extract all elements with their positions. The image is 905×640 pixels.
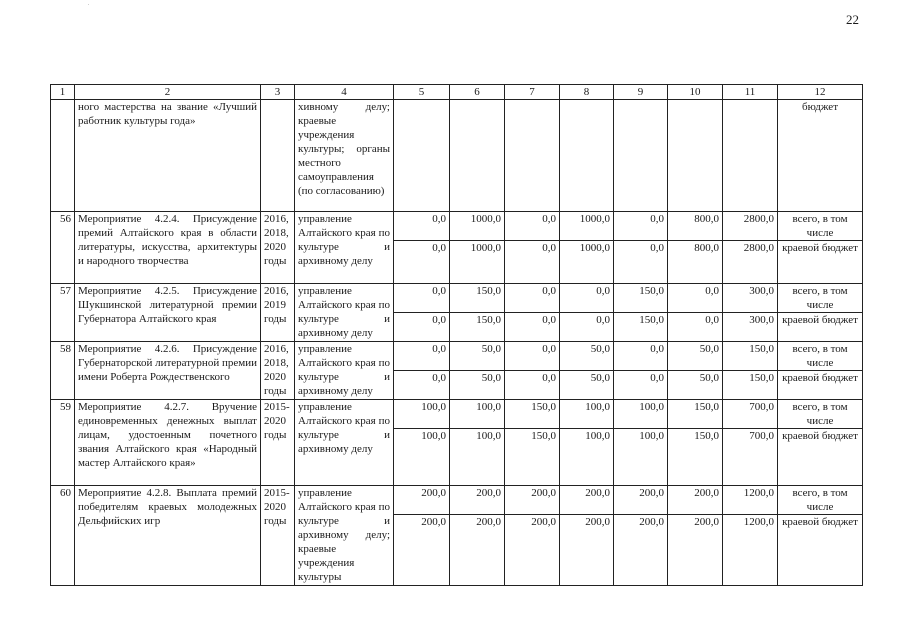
measure-name: Мероприятие 4.2.8. Выплата премий победителям краевых молодежных Дельфийских игр	[75, 486, 261, 586]
row-index: 56	[51, 212, 75, 284]
value-cell: 150,0	[450, 284, 505, 313]
funding-source: краевой бюджет	[778, 371, 863, 400]
measure-executor: управление Алтайского края по культуре и архивному делу	[295, 342, 394, 400]
value-cell: 200,0	[668, 486, 723, 515]
program-measures-table	[50, 84, 863, 586]
measure-executor: управление Алтайского края по культуре и архивному делу	[295, 212, 394, 284]
value-cell: 800,0	[668, 212, 723, 241]
value-cell: 150,0	[614, 284, 668, 313]
value-cell: 200,0	[450, 515, 505, 586]
page-number: 22	[846, 12, 859, 27]
funding-source: краевой бюджет	[778, 241, 863, 284]
funding-source: краевой бюджет	[778, 515, 863, 586]
row-index: 60	[51, 486, 75, 586]
column-header: 8	[560, 85, 614, 100]
table-row	[51, 284, 863, 313]
measure-name: Мероприятие 4.2.5. Присуждение Шукшинской литературной премии Губернатора Алтайского края	[75, 284, 261, 342]
value-cell: 150,0	[668, 400, 723, 429]
funding-source: всего, в том числе	[778, 284, 863, 313]
value-cell: 100,0	[394, 400, 450, 429]
measure-executor: управление Алтайского края по культуре и архивному делу	[295, 400, 394, 486]
value-cell: 0,0	[394, 284, 450, 313]
column-header: 11	[723, 85, 778, 100]
value-cell: 700,0	[723, 429, 778, 486]
column-header: 6	[450, 85, 505, 100]
value-cell: 1000,0	[560, 212, 614, 241]
measure-executor: хивному делу; краевые учреждения культуры; органы местного самоуправления (по согласованию)	[295, 100, 394, 212]
value-cell: 150,0	[505, 429, 560, 486]
column-header: 10	[668, 85, 723, 100]
value-cell	[614, 100, 668, 212]
column-header: 2	[75, 85, 261, 100]
value-cell: 1200,0	[723, 486, 778, 515]
value-cell: 50,0	[668, 342, 723, 371]
value-cell: 200,0	[614, 515, 668, 586]
table-row	[51, 342, 863, 371]
value-cell: 1200,0	[723, 515, 778, 586]
value-cell: 0,0	[505, 313, 560, 342]
measure-executor: управление Алтайского края по культуре и архивному делу	[295, 284, 394, 342]
funding-source: всего, в том числе	[778, 486, 863, 515]
measure-years: 2016, 2018, 2020 годы	[261, 212, 295, 284]
value-cell: 200,0	[560, 515, 614, 586]
measure-years: 2016, 2019 годы	[261, 284, 295, 342]
value-cell: 0,0	[394, 371, 450, 400]
value-cell: 100,0	[560, 429, 614, 486]
value-cell: 200,0	[505, 515, 560, 586]
value-cell: 0,0	[614, 241, 668, 284]
value-cell: 300,0	[723, 284, 778, 313]
value-cell: 700,0	[723, 400, 778, 429]
value-cell: 100,0	[394, 429, 450, 486]
value-cell: 0,0	[505, 342, 560, 371]
funding-source: всего, в том числе	[778, 212, 863, 241]
value-cell: 200,0	[614, 486, 668, 515]
value-cell: 200,0	[668, 515, 723, 586]
funding-source: всего, в том числе	[778, 400, 863, 429]
funding-source: бюджет	[778, 100, 863, 212]
value-cell: 0,0	[394, 313, 450, 342]
measure-years: 2015-2020 годы	[261, 486, 295, 586]
value-cell: 0,0	[560, 313, 614, 342]
value-cell: 0,0	[394, 241, 450, 284]
column-header: 5	[394, 85, 450, 100]
value-cell: 50,0	[560, 371, 614, 400]
value-cell: 1000,0	[560, 241, 614, 284]
value-cell: 2800,0	[723, 212, 778, 241]
value-cell	[394, 100, 450, 212]
value-cell: 100,0	[450, 429, 505, 486]
row-index: 58	[51, 342, 75, 400]
measure-name: ного мастерства на звание «Лучший работник культуры года»	[75, 100, 261, 212]
value-cell: 50,0	[450, 342, 505, 371]
column-header: 12	[778, 85, 863, 100]
value-cell: 200,0	[394, 515, 450, 586]
value-cell: 100,0	[614, 429, 668, 486]
value-cell: 150,0	[505, 400, 560, 429]
value-cell: 2800,0	[723, 241, 778, 284]
value-cell: 100,0	[450, 400, 505, 429]
value-cell: 0,0	[505, 241, 560, 284]
value-cell: 100,0	[560, 400, 614, 429]
measure-years: 2016, 2018, 2020 годы	[261, 342, 295, 400]
value-cell: 800,0	[668, 241, 723, 284]
value-cell: 0,0	[505, 371, 560, 400]
value-cell: 0,0	[505, 284, 560, 313]
value-cell	[668, 100, 723, 212]
value-cell: 150,0	[614, 313, 668, 342]
value-cell: 0,0	[614, 342, 668, 371]
value-cell: 200,0	[505, 486, 560, 515]
value-cell	[505, 100, 560, 212]
table-row	[51, 400, 863, 429]
value-cell: 1000,0	[450, 212, 505, 241]
value-cell: 0,0	[394, 342, 450, 371]
value-cell: 0,0	[394, 212, 450, 241]
value-cell	[723, 100, 778, 212]
row-index: 59	[51, 400, 75, 486]
value-cell: 50,0	[450, 371, 505, 400]
table-row	[51, 212, 863, 241]
row-index	[51, 100, 75, 212]
value-cell: 0,0	[505, 212, 560, 241]
value-cell: 50,0	[668, 371, 723, 400]
measure-name: Мероприятие 4.2.4. Присуждение премий Алтайского края в области литературы, искусства, архитектуры и народного творчества	[75, 212, 261, 284]
value-cell: 200,0	[394, 486, 450, 515]
column-number-row	[51, 85, 863, 100]
column-header: 4	[295, 85, 394, 100]
measure-executor: управление Алтайского края по культуре и архивному делу; краевые учреждения культуры	[295, 486, 394, 586]
value-cell: 200,0	[450, 486, 505, 515]
value-cell: 100,0	[614, 400, 668, 429]
value-cell: 150,0	[668, 429, 723, 486]
measure-years	[261, 100, 295, 212]
measure-name: Мероприятие 4.2.7. Вручение единовременных денежных выплат лицам, удостоенным почетного звания Алтайского края «Народный мастер Алтайского края»	[75, 400, 261, 486]
value-cell	[450, 100, 505, 212]
value-cell: 50,0	[560, 342, 614, 371]
column-header: 3	[261, 85, 295, 100]
continuation-row	[51, 100, 863, 212]
funding-source: краевой бюджет	[778, 313, 863, 342]
funding-source: краевой бюджет	[778, 429, 863, 486]
value-cell: 0,0	[614, 371, 668, 400]
value-cell: 0,0	[668, 284, 723, 313]
value-cell: 0,0	[560, 284, 614, 313]
measure-name: Мероприятие 4.2.6. Присуждение Губернаторской литературной премии имени Роберта Рождественского	[75, 342, 261, 400]
measure-years: 2015-2020 годы	[261, 400, 295, 486]
value-cell: 300,0	[723, 313, 778, 342]
table-row	[51, 486, 863, 515]
column-header: 9	[614, 85, 668, 100]
row-index: 57	[51, 284, 75, 342]
value-cell: 1000,0	[450, 241, 505, 284]
column-header: 1	[51, 85, 75, 100]
value-cell: 150,0	[723, 371, 778, 400]
value-cell: 0,0	[668, 313, 723, 342]
value-cell: 0,0	[614, 212, 668, 241]
funding-source: всего, в том числе	[778, 342, 863, 371]
value-cell: 200,0	[560, 486, 614, 515]
value-cell: 150,0	[450, 313, 505, 342]
value-cell: 150,0	[723, 342, 778, 371]
column-header: 7	[505, 85, 560, 100]
value-cell	[560, 100, 614, 212]
scan-artifact	[88, 4, 89, 5]
